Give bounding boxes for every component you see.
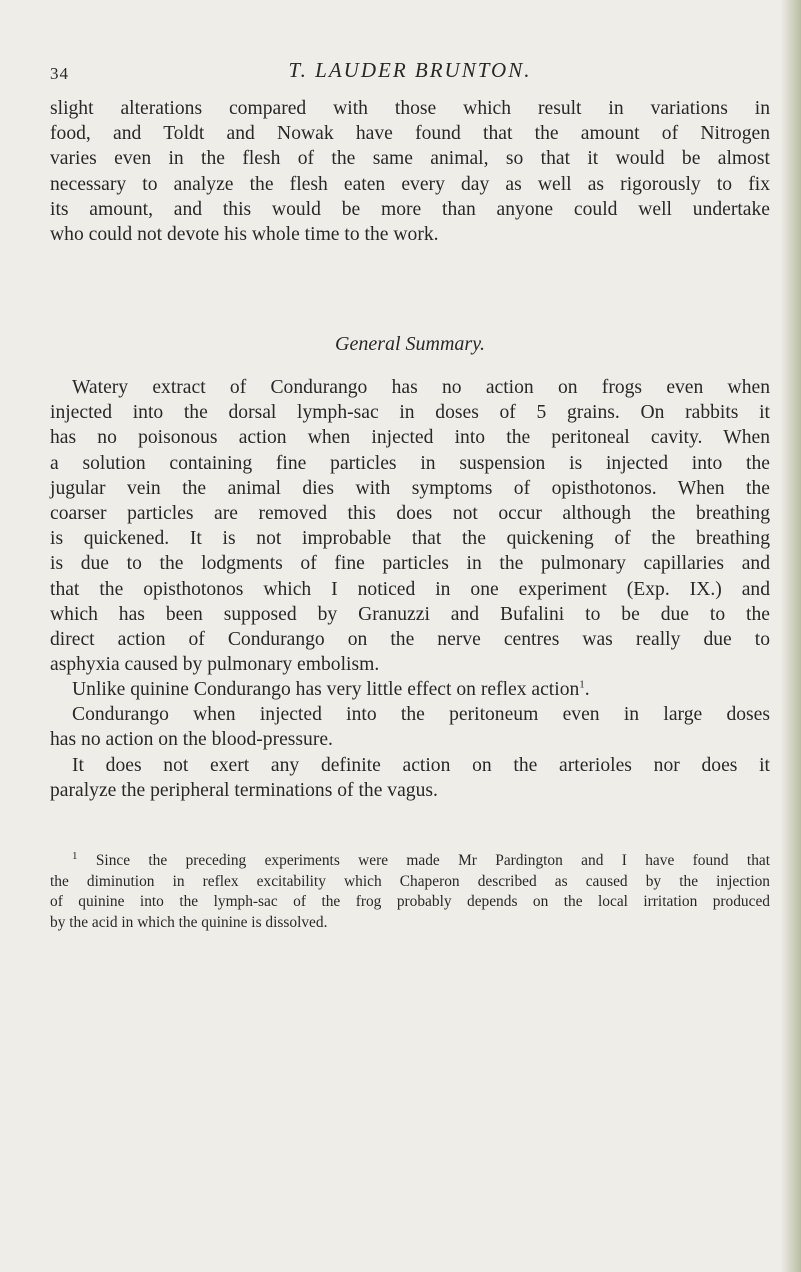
section-title: General Summary. [335, 333, 485, 355]
footnote-line: by the acid in which the quinine is dissolved. [50, 913, 328, 931]
text-line: coarser particles are removed this does not occur although the breathing [50, 503, 770, 525]
text-line: Condurango when injected into the peritoneum even in large doses [72, 704, 770, 725]
text-line: Watery extract of Condurango has no action on frogs even when [72, 377, 770, 398]
text-line: asphyxia caused by pulmonary embolism. [50, 654, 380, 676]
text-line: paralyze the peripheral terminations of the vagus. [50, 780, 438, 802]
text-line: direct action of Condurango on the nerve centres was really due to [50, 629, 770, 651]
paragraph-3-text: Unlike quinine Condurango has very little effect on reflex action [72, 679, 580, 700]
text-line: necessary to analyze the flesh eaten every day as well as rigorously to fix [50, 173, 770, 195]
paragraph-4 [50, 702, 770, 752]
text-line: which has been supposed by Granuzzi and Bufalini to be due to the [50, 603, 770, 625]
footnote-line [50, 851, 770, 872]
footnote-line: of quinine into the lymph-sac of the frog probably depends on the local irritation produced [50, 893, 770, 911]
text-line [50, 677, 770, 702]
text-line: has no poisonous action when injected into the peritoneal cavity. When [50, 427, 770, 449]
paragraph-2 [50, 375, 770, 677]
footnote-text: Since the preceding experiments were made Mr Pardington and I have found that [95, 852, 770, 869]
footnote-mark: 1 [72, 849, 78, 862]
running-head: T. LAUDER BRUNTON. [288, 58, 532, 82]
text-line: is quickened. It is not improbable that the quickening of the breathing [50, 528, 770, 550]
footnote-line: the diminution in reflex excitability which Chaperon described as caused by the injection [50, 872, 770, 890]
page-number: 34 [50, 64, 69, 83]
footnote-reference: 1 [579, 678, 585, 691]
text-line: varies even in the flesh of the same animal, so that it would be almost [50, 148, 770, 170]
text-line: is due to the lodgments of fine particles in the pulmonary capillaries and [50, 553, 770, 575]
footnote [50, 851, 770, 933]
text-line: who could not devote his whole time to the work. [50, 224, 439, 246]
paragraph-5 [50, 753, 770, 803]
text-line: a solution containing fine particles in suspension is injected into the [50, 452, 770, 474]
paragraph-1 [50, 96, 770, 247]
text-line: slight alterations compared with those which result in variations in [50, 98, 770, 119]
page-header [50, 58, 770, 88]
text-line: its amount, and this would be more than anyone could well undertake [50, 198, 770, 220]
paragraph-3 [50, 677, 770, 702]
text-line: food, and Toldt and Nowak have found that the amount of Nitrogen [50, 123, 770, 145]
text-line: injected into the dorsal lymph-sac in doses of 5 grains. On rabbits it [50, 402, 770, 424]
text-line: has no action on the blood-pressure. [50, 729, 333, 751]
text-line: It does not exert any definite action on the arterioles nor does it [72, 755, 770, 776]
page-edge [781, 0, 801, 1272]
text-line: that the opisthotonos which I noticed in one experiment (Exp. IX.) and [50, 578, 770, 600]
text-line: jugular vein the animal dies with symptoms of opisthotonos. When the [50, 477, 770, 499]
paragraph-3-end: . [584, 679, 590, 700]
